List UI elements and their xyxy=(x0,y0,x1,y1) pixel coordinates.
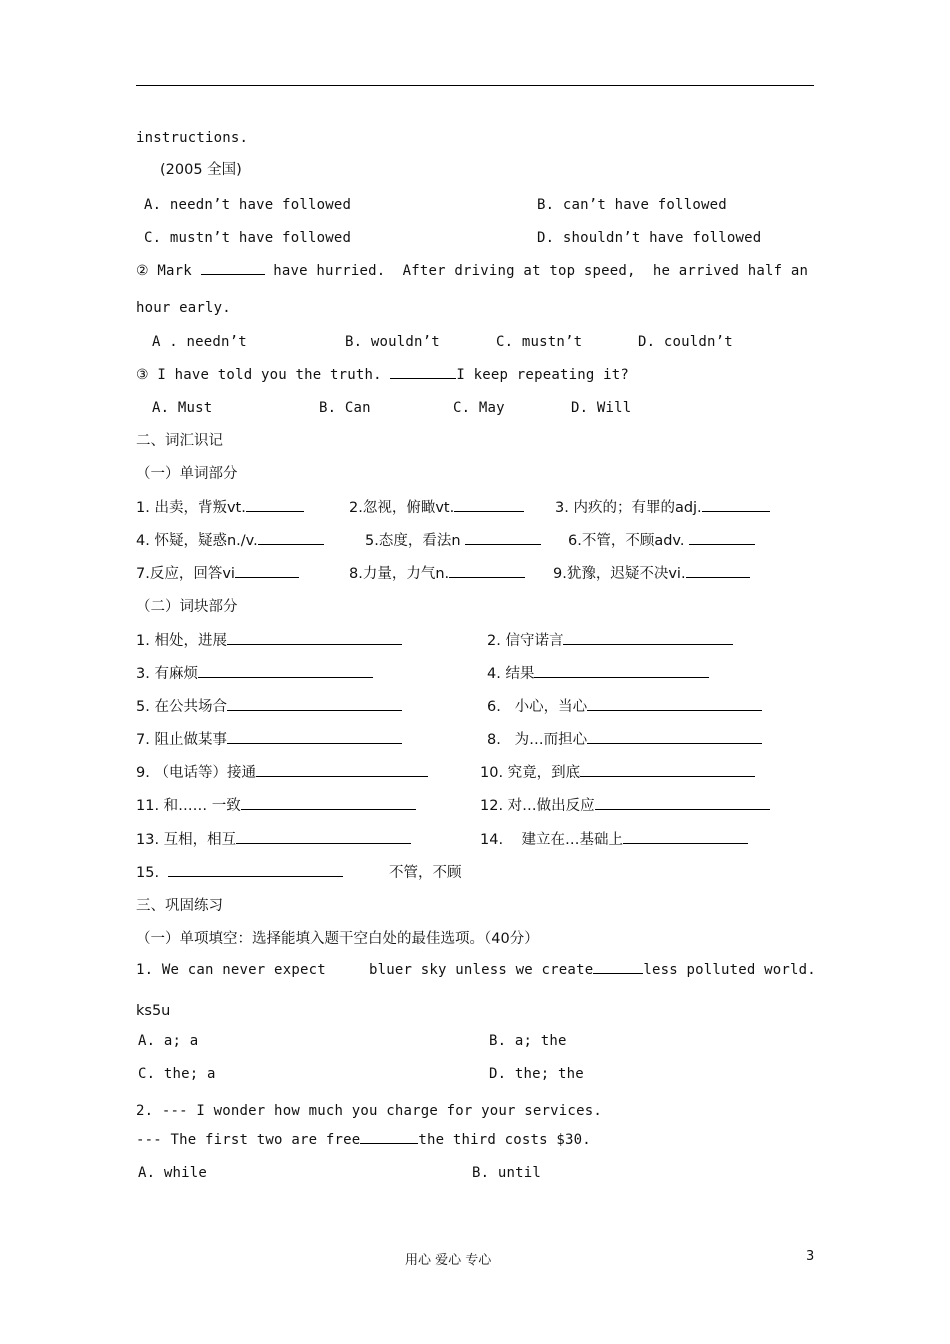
phrase-4-blank xyxy=(534,665,709,678)
q3-part-b: I keep repeating it? xyxy=(456,367,629,383)
section-2-sub2: （二）词块部分 xyxy=(136,599,238,615)
q2-part-a: Mark xyxy=(157,263,192,279)
q2-part-b: have hurried. After driving at top speed, he arrived half an xyxy=(273,263,809,279)
word-7: 7.反应，回答vi xyxy=(136,565,299,583)
word-8: 8.力量，力气n. xyxy=(349,565,525,583)
cont-option-a: A. needn’t have followed xyxy=(144,197,352,213)
word-3: 3. 内疚的；有罪的adj. xyxy=(555,499,770,517)
word-6: 6.不管，不顾adv. xyxy=(568,532,755,550)
phrase-12: 12. 对…做出反应 xyxy=(480,797,770,815)
word-9: 9.犹豫，迟疑不决vi. xyxy=(553,565,750,583)
q3-option-b: B. Can xyxy=(319,400,371,416)
phrase-8: 8. 为…而担心 xyxy=(487,731,762,749)
q2-option-c: C. mustn’t xyxy=(496,334,583,350)
phrase-15-blank xyxy=(168,864,343,877)
q2-stem-end: hour early. xyxy=(136,300,231,316)
word-6-blank xyxy=(689,532,755,545)
section-2-title: 二、词汇识记 xyxy=(136,433,223,449)
phrase-15: 15. xyxy=(136,864,343,882)
cont-option-d: D. shouldn’t have followed xyxy=(537,230,762,246)
word-9-blank xyxy=(686,565,750,578)
phrase-6-blank xyxy=(587,698,762,711)
phrase-13: 13. 互相，相互 xyxy=(136,831,411,849)
cont-option-c: C. mustn’t have followed xyxy=(144,230,352,246)
phrase-7: 7. 阻止做某事 xyxy=(136,731,402,749)
phrase-6: 6. 小心，当心 xyxy=(487,698,762,716)
word-4: 4. 怀疑，疑惑n./v. xyxy=(136,532,324,550)
q3-option-a: A. Must xyxy=(152,400,213,416)
q2-stem xyxy=(136,262,808,280)
q2-option-a: A . needn’t xyxy=(152,334,247,350)
cont-text: instructions. xyxy=(136,130,249,146)
phrase-11: 11. 和…… 一致 xyxy=(136,797,416,815)
word-5-blank xyxy=(465,532,541,545)
q2-blank xyxy=(201,262,265,275)
phrase-12-blank xyxy=(595,797,770,810)
ex-q1-option-a: A. a; a xyxy=(138,1033,199,1049)
phrase-9-blank xyxy=(256,764,428,777)
ex-q1-option-b: B. a; the xyxy=(489,1033,567,1049)
word-1: 1. 出卖，背叛vt. xyxy=(136,499,304,517)
ex-q2-option-b: B. until xyxy=(472,1165,542,1181)
q2-number: ② xyxy=(136,263,149,279)
word-1-blank xyxy=(246,499,304,512)
ex-q1-tag: ks5u xyxy=(136,1003,171,1019)
phrase-8-blank xyxy=(587,731,762,744)
page-number: 3 xyxy=(806,1249,815,1264)
header-rule xyxy=(136,85,814,86)
phrase-11-blank xyxy=(241,797,416,810)
ex-q1-blank xyxy=(593,961,643,974)
phrase-2: 2. 信守诺言 xyxy=(487,632,733,650)
q3-option-c: C. May xyxy=(453,400,505,416)
phrase-9: 9. （电话等）接通 xyxy=(136,764,428,782)
ex-q1-option-d: D. the; the xyxy=(489,1066,584,1082)
phrase-3-blank xyxy=(198,665,373,678)
ex-q2-blank xyxy=(360,1131,418,1144)
cont-option-b: B. can’t have followed xyxy=(537,197,727,213)
ex-q1-stem: 1. We can never expect bluer sky unless we create less polluted world. xyxy=(136,962,816,978)
q3-blank xyxy=(390,366,456,379)
section-3-title: 三、巩固练习 xyxy=(136,898,223,914)
q2-option-b: B. wouldn’t xyxy=(345,334,440,350)
ex-q2-line2: --- The first two are free the third costs $30. xyxy=(136,1132,591,1148)
word-3-blank xyxy=(702,499,770,512)
word-2: 2.忽视，俯瞰vt. xyxy=(349,499,524,517)
phrase-14-blank xyxy=(623,831,748,844)
phrase-10-blank xyxy=(580,764,755,777)
word-5: 5.态度，看法n xyxy=(365,532,541,550)
word-8-blank xyxy=(449,565,525,578)
footer-slogan: 用心 爱心 专心 xyxy=(405,1253,492,1268)
ex-q2-line1: 2. --- I wonder how much you charge for your services. xyxy=(136,1103,602,1119)
phrase-5-blank xyxy=(227,698,402,711)
cont-source: (2005 全国) xyxy=(160,162,242,178)
phrase-4: 4. 结果 xyxy=(487,665,709,683)
phrase-10: 10. 究竟，到底 xyxy=(480,764,755,782)
section-2-sub1: （一）单词部分 xyxy=(136,466,238,482)
phrase-7-blank xyxy=(227,731,402,744)
q3-stem xyxy=(136,366,629,384)
phrase-15-meaning: 不管，不顾 xyxy=(389,865,462,881)
phrase-1: 1. 相处，进展 xyxy=(136,632,402,650)
phrase-5: 5. 在公共场合 xyxy=(136,698,402,716)
q2-option-d: D. couldn’t xyxy=(638,334,733,350)
q3-part-a: I have told you the truth. xyxy=(157,367,382,383)
phrase-3: 3. 有麻烦 xyxy=(136,665,373,683)
q3-number: ③ xyxy=(136,367,149,383)
q3-option-d: D. Will xyxy=(571,400,632,416)
word-4-blank xyxy=(258,532,324,545)
ex-q2-option-a: A. while xyxy=(138,1165,208,1181)
phrase-1-blank xyxy=(227,632,402,645)
phrase-14: 14. 建立在…基础上 xyxy=(480,831,748,849)
word-2-blank xyxy=(454,499,524,512)
phrase-2-blank xyxy=(563,632,733,645)
ex-q1-option-c: C. the; a xyxy=(138,1066,216,1082)
section-3-sub1: （一）单项填空：选择能填入题干空白处的最佳选项。（40分） xyxy=(136,931,539,947)
phrase-13-blank xyxy=(236,831,411,844)
word-7-blank xyxy=(235,565,299,578)
